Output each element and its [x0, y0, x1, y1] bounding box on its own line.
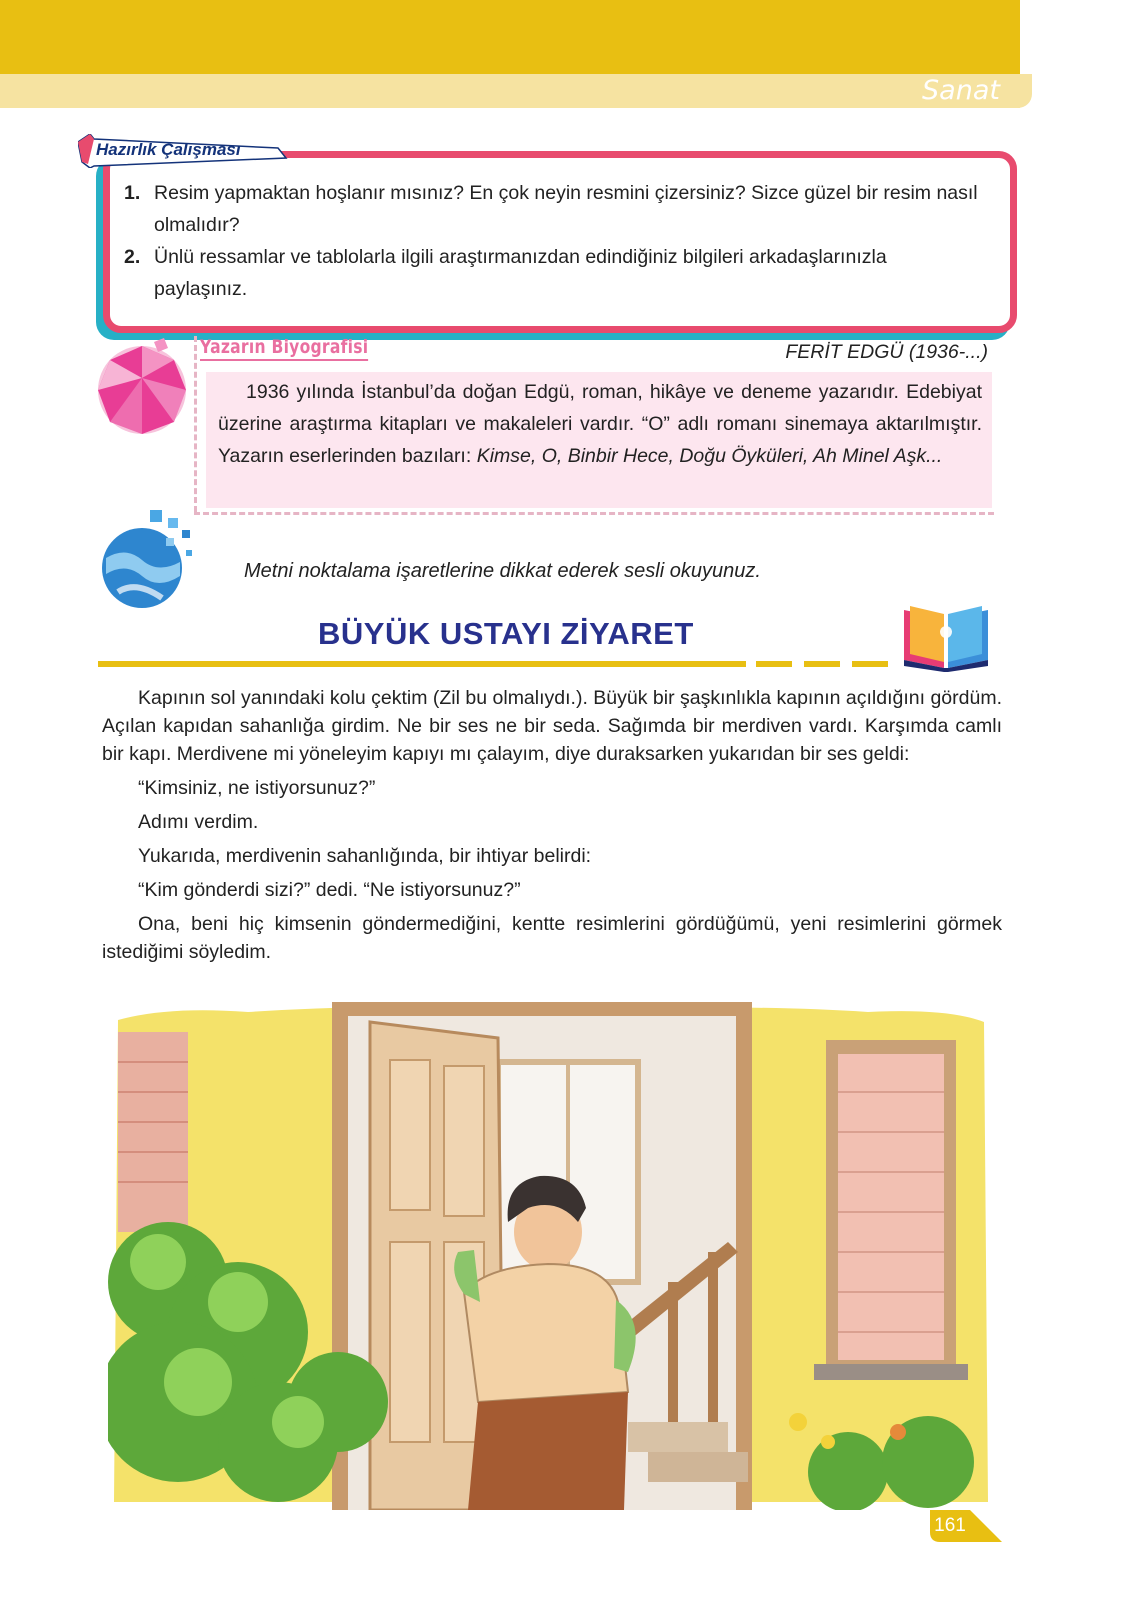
page-number-tab — [930, 1510, 1002, 1548]
story-paragraph: “Kim gönderdi sizi?” dedi. “Ne istiyorsunuz?” — [138, 879, 521, 901]
title-underline — [98, 661, 746, 667]
story-paragraph: Yukarıda, merdivenin sahanlığında, bir ihtiyar belirdi: — [138, 845, 592, 867]
list-item: 2. Ünlü ressamlar ve tablolarla ilgili araştırmanızdan edindiğiniz bilgileri arkadaşlarınızla paylaşınız. — [124, 246, 887, 300]
title-dash — [852, 661, 888, 667]
preparation-tag-label: Hazırlık Çalışması — [96, 140, 241, 159]
story-paragraph: Kapının sol yanındaki kolu çektim (Zil bu olmalıydı.). Büyük bir şaşkınlıkla kapının açıldığını gördüm. Açılan kapıdan sahanlığa girdim. Ne bir ses ne bir seda. Sağımda bir merdiven vardı. Karşımda camlı bir kapı. Merdivene mi yöneleyim kapıyı mı çalayım, diye duraksarken yukarıdan bir ses geldi: — [102, 687, 1002, 765]
story-paragraph: “Kimsiniz, ne istiyorsunuz?” — [138, 777, 376, 799]
puzzle-globe-icon — [96, 510, 204, 610]
story-body — [102, 684, 1002, 966]
author-name: FERİT EDGÜ (1936-...) — [785, 341, 988, 363]
section-label: Sanat — [922, 75, 1000, 106]
story-paragraph: Adımı verdim. — [138, 811, 259, 833]
story-illustration — [108, 1002, 994, 1510]
bio-text-box — [206, 372, 992, 508]
header-band — [0, 0, 1020, 74]
story-title: BÜYÜK USTAYI ZİYARET — [318, 616, 694, 651]
story-paragraph: Ona, beni hiç kimsenin göndermediğini, kentte resimlerini gördüğümü, yeni resimlerini görmek istediğimi söyledim. — [102, 913, 1002, 963]
bio-gem-icon — [94, 338, 190, 438]
reading-instruction: Metni noktalama işaretlerine dikkat ederek sesli okuyunuz. — [244, 560, 761, 582]
header-subband — [0, 74, 1020, 108]
bio-tag: Yazarın Biyografisi — [200, 336, 368, 361]
bio-divider — [194, 336, 197, 512]
open-book-icon — [900, 600, 992, 672]
bio-works: Kimse, O, Binbir Hece, Doğu Öyküleri, Ah Minel Aşk... — [476, 445, 943, 467]
preparation-list — [124, 177, 984, 305]
bio-divider — [194, 512, 994, 515]
title-dash — [756, 661, 792, 667]
list-item: 1. Resim yapmaktan hoşlanır mısınız? En çok neyin resmini çizersiniz? Sizce güzel bir resim nasıl olmalıdır? — [124, 182, 978, 236]
bio-text: 1936 yılında İstanbul’da doğan Edgü, roman, hikâye ve deneme yazarıdır. Edebiyat üzerine araştırma kitapları ve makaleleri vardır. “O” adlı romanı sinemaya aktarılmıştır. Yazarın eserlerinden bazıları: — [218, 381, 982, 467]
page-number: 161 — [934, 1515, 966, 1536]
title-dash — [804, 661, 840, 667]
